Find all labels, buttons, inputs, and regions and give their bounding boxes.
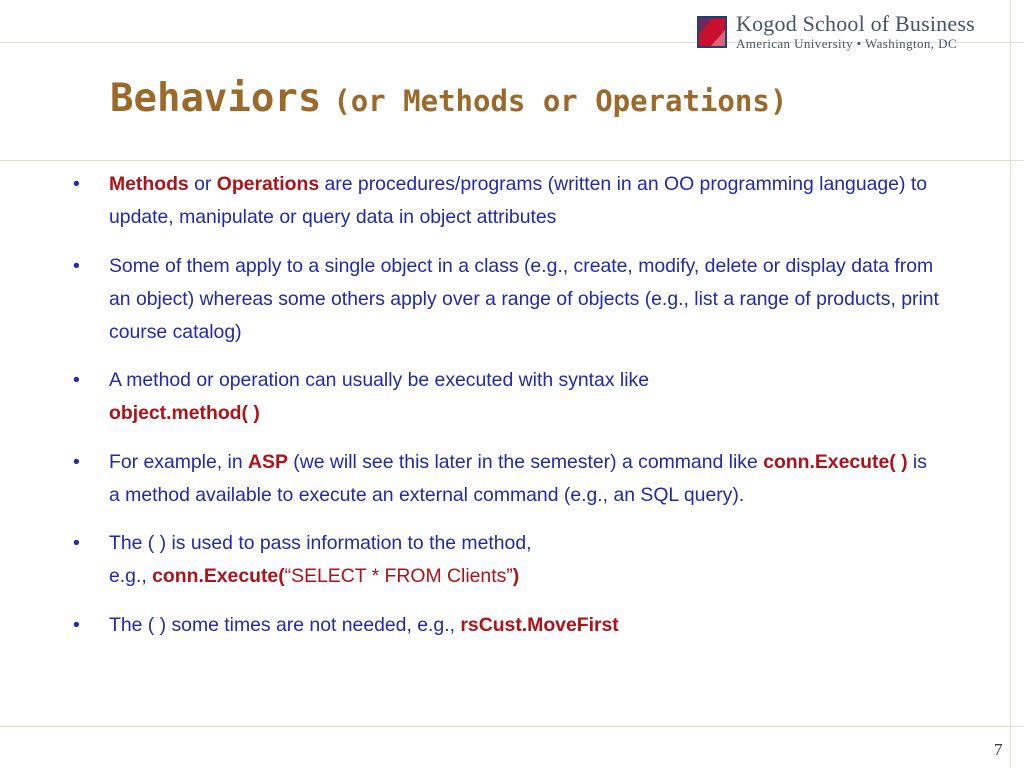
- logo-university-name: American University • Washington, DC: [736, 36, 957, 51]
- bullet-text-strong: Methods: [109, 173, 189, 195]
- right-rule-line: [1010, 0, 1011, 768]
- bullet-text: e.g.,: [109, 565, 153, 587]
- bullet-text: are procedures/programs (written in an OO programming language) to update, manipulate or query data in object attributes: [109, 173, 927, 228]
- bullet-text: A method or operation can usually be executed with syntax like: [109, 369, 650, 391]
- bullet-text: Some of them apply to a single object in a class (e.g., create, modify, delete or display data from an object) whereas some others apply over a range of objects (e.g., list a range of products, print course catalog): [109, 254, 939, 343]
- bullet-item: [72, 446, 942, 512]
- logo-school-name: Kogod School of Business: [736, 11, 975, 36]
- bullet-code-text: ): [512, 565, 520, 587]
- bullet-item: [72, 609, 942, 642]
- bullet-item: [72, 250, 942, 349]
- bullet-text: For example, in: [109, 450, 249, 473]
- slide-title-main: Behaviors: [110, 76, 322, 121]
- kogod-logo: [697, 12, 1009, 52]
- bullet-text: (we will see this later in the semester) a command like: [287, 450, 764, 473]
- bullet-dot-icon: •: [73, 450, 80, 473]
- bullet-text: or: [188, 173, 217, 195]
- bullet-dot-icon: •: [73, 613, 80, 636]
- bullet-dot-icon: •: [73, 369, 80, 391]
- bullet-item: [72, 168, 942, 234]
- au-seal-icon: [697, 16, 727, 48]
- title-rule-line: [0, 160, 1024, 161]
- bullet-item: [72, 364, 942, 430]
- bullet-code-text: rsCust.MoveFirst: [460, 613, 619, 636]
- bullet-code-text: conn.Execute( ): [763, 450, 908, 473]
- slide-title: [110, 76, 787, 121]
- bullet-text-strong: Operations: [216, 173, 320, 195]
- bullet-text: The ( ) is used to pass information to the method,: [109, 532, 532, 554]
- bottom-rule-line: [0, 726, 1024, 727]
- slide-title-sub: (or Methods or Operations): [333, 84, 788, 118]
- bullet-list: [72, 168, 942, 657]
- bullet-text-strong: ASP: [248, 450, 288, 473]
- bullet-text: is a method available to execute an external command (e.g., an SQL query).: [109, 450, 927, 506]
- page-number: 7: [994, 740, 1003, 759]
- bullet-code-text: conn.Execute(: [152, 565, 285, 587]
- bullet-dot-icon: •: [73, 532, 80, 554]
- bullet-code-text: object.method( ): [109, 402, 260, 424]
- bullet-item: [72, 527, 942, 593]
- bullet-dot-icon: •: [73, 254, 80, 277]
- bullet-code-string: “SELECT * FROM Clients”: [284, 565, 513, 587]
- logo-wordmark: [736, 12, 1009, 52]
- bullet-dot-icon: •: [73, 173, 80, 195]
- bullet-text: The ( ) some times are not needed, e.g.,: [109, 613, 461, 636]
